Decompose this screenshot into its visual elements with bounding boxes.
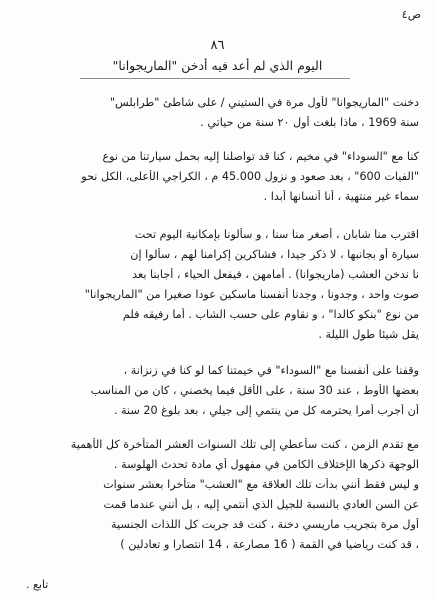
page-title: اليوم الذي لم أعد فيه أدخن "الماريجوانا" [112,58,323,73]
continued-mark: تابع . [26,578,49,591]
text-line: أول مرة بتجريب ماريسي دخنة ، كنت قد جربت كل اللذات الجنسية [111,518,419,531]
text-line: سماء غير منتهية ، أنا أنسانها أبدا . [263,190,419,203]
text-line: و ليس فقط أنني بدأت تلك العلاقة مع "العشب" متأخرا بعشر سنوات [103,478,419,491]
corner-mark: ص٤ [401,8,421,21]
page-number: ٨٦ [210,38,225,53]
text-line: ، قد كنت رياضيا في القمة ( 16 مصارعة ، 14 انتصارا و تعادلين ) [120,538,419,551]
text-line: "الفيات 600" ، بعد صعود و نزول 45.000 م ، الكراجي الأعلى، الكل نحو [81,170,419,183]
text-line: اقترب منا شابان ، أصغر منا سنا ، و سألونا بإمكانية اليوم تحت [134,228,419,241]
text-line: كنا مع "السوداء" في مخيم ، كنا قد تواصلنا إليه بحمل سيارتنا من نوع [102,150,419,163]
text-line: من نوع "بنكو كالدا" ، و نقاوم على حسب الشاب . أما رفيقه فلم [122,308,419,321]
text-line: نا ندخن العشب (ماريجوانا) . أمامهن ، فيفعل الحياء ، أجابنا بعد [132,268,419,281]
text-line: مع تقدم الزمن ، كنت سأعطي إلى تلك السنوات العشر المتأخرة كل الأهمية [70,438,419,451]
text-line: وقفنا على أنفسنا مع "السوداء" في خيمتنا كما لو كنا في زنزانة ، [123,364,419,377]
text-line: بعضها الأوط ، عند 30 سنة ، على الأقل فيما يخصني ، كان من المناسب [90,384,419,397]
text-line: الوجهة ذكرها الإختلاف الكامن في مفهول أي مادة تحدث الهلوسة . [113,458,419,471]
text-line: يقل شيئا طول الليلة . [318,328,419,341]
text-line: سنة 1969 ، ماذا بلغت أول ٢٠ سنة من حياتي . [200,116,419,129]
text-line: دخنت "الماريجوانا" لأول مرة في الستيني / على شاطئ "طرابلس" [109,96,419,109]
text-line: أن أجرب أمرا يحترمه كل من ينتمي إلى جيلي ، بعد بلوغ 20 سنة . [113,404,419,417]
text-line: سيارة أو بجانبها ، لا ذكر جيدا ، فشاكرين إكرامنا لهم ، سألوا إن [130,248,419,261]
text-line: صوت واحد ، وجدونا ، وجدنا أنفسنا ماسكين عودا صغيرا من "الماريجوانا" [84,288,419,301]
title-underline [80,78,350,79]
text-line: عن السن العادي بالنسبة للجيل الذي أنتمي إليه ، بل أنني عندما قمت [103,498,419,511]
